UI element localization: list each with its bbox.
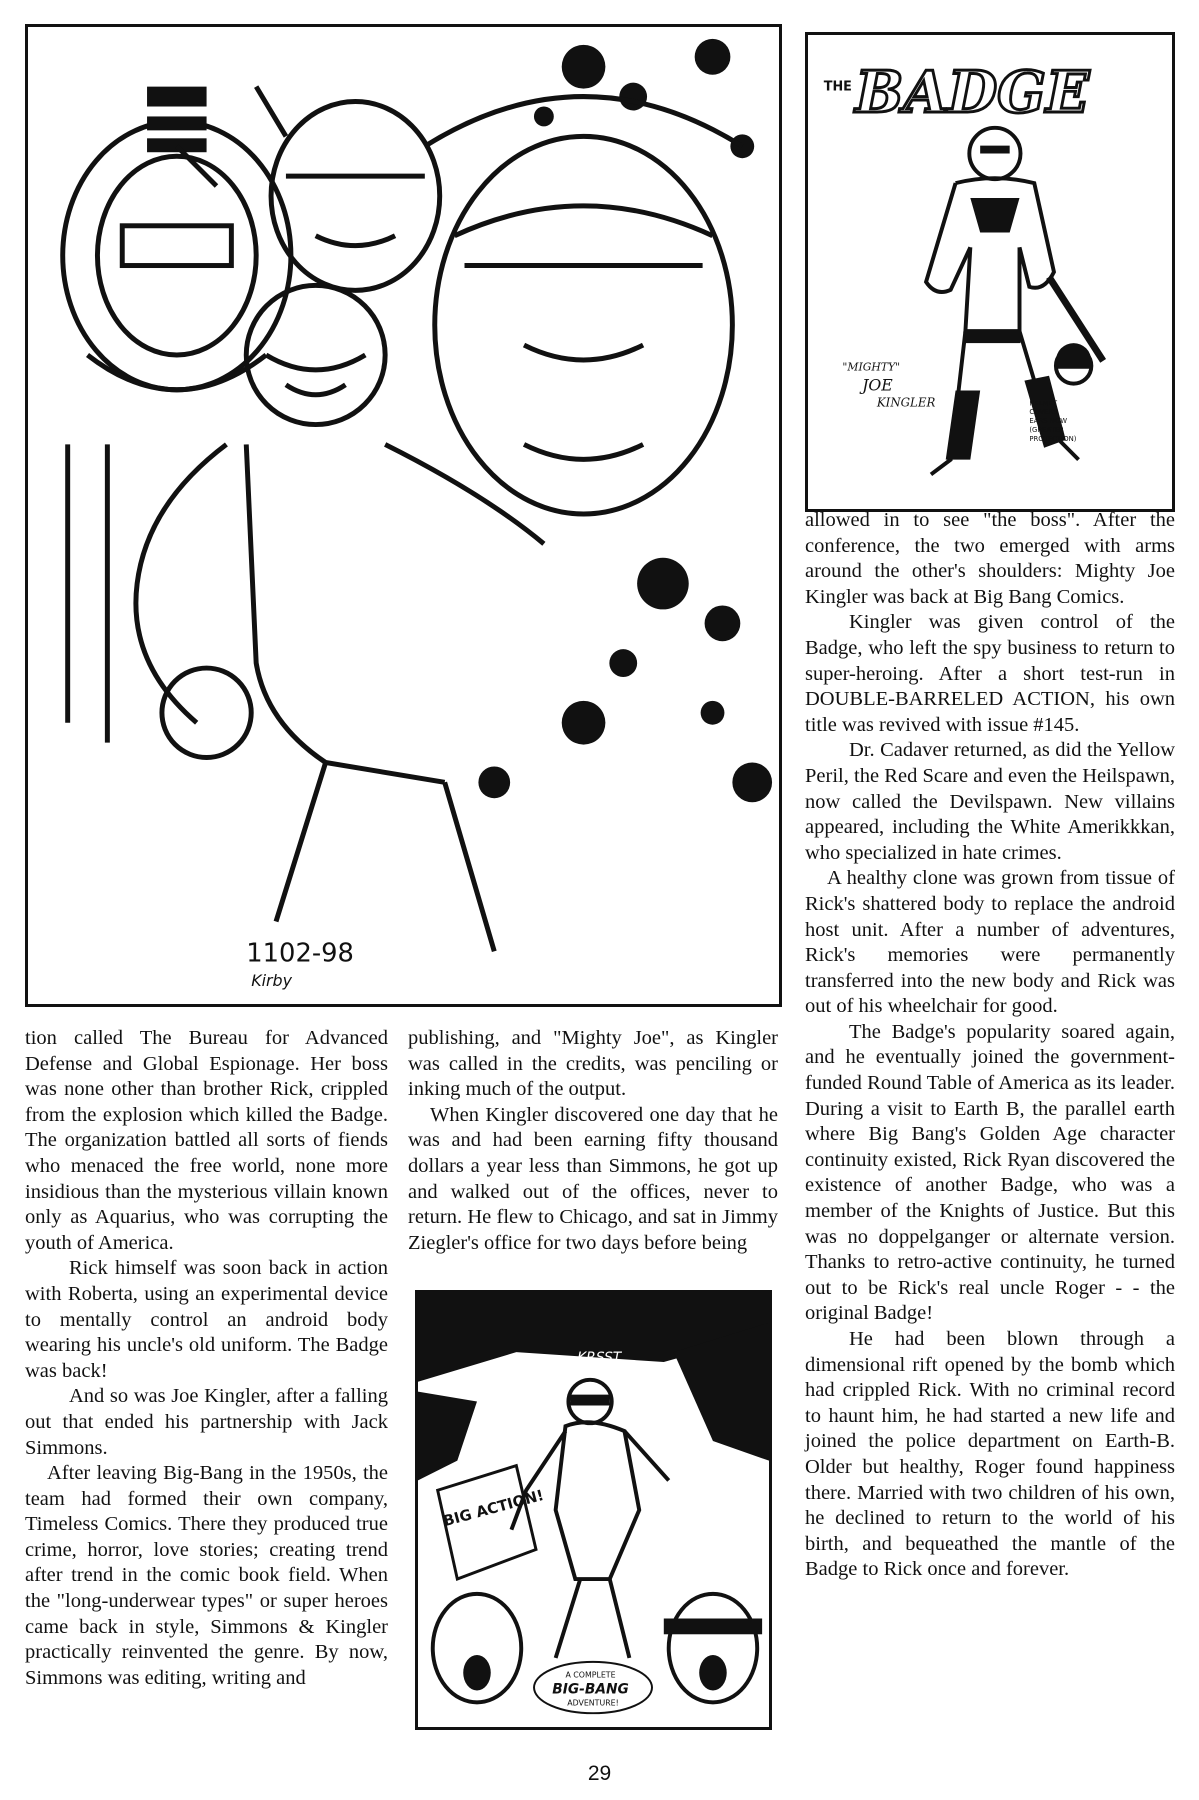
cover-sfx: KRSST <box>577 1350 622 1367</box>
col1-paragraph-1: tion called The Bureau for Advanced Defense and Global Espionage. Her boss was none other than brother Rick, crippled from the explosion which killed the Badge. The organization battled all sorts of fiends who menaced the free world, none more insidious than the mysterious villain known only as Aquarius, who was corrupting the youth of America. <box>25 1027 388 1254</box>
svg-text:HELMET COVERS EARS <box>1029 399 1076 443</box>
text-column-1 <box>25 1026 388 1691</box>
col2-paragraph-2: When Kingler discovered one day that he was and had been earning fifty thousand dollars a year less than Simmons, he got up and walked out of the offices, never to return. He flew to Chicago, and sat in Jimmy Ziegler's office for two days before being <box>408 1103 778 1254</box>
main-illustration-signature: 1102-98 <box>246 938 354 969</box>
col3-paragraph-6: He had been blown through a dimensional rift opened by the bomb which had crippled Rick. With no criminal record to haunt him, he had started a new life and joined the police department on Earth-B. Older but healthy, Roger found happiness there. Married with two children of his own, he declined to return to the world of his birth, and bequeathed the mantle of the Badge to Rick once and forever. <box>805 1328 1175 1581</box>
page-number: 29 <box>587 1762 612 1785</box>
badge-note-line-2: COVERS <box>1029 408 1058 417</box>
svg-text:"MIGHTY" JOE KINGL <box>842 361 935 410</box>
cover-caption-line-3: ADVENTURE! <box>567 1698 619 1708</box>
badge-note-line-5: PROTECTION) <box>1029 434 1077 443</box>
cover-caption-line-1: A COMPLETE <box>565 1670 616 1680</box>
col2-paragraph-1: publishing, and "Mighty Joe", as Kingler was called in the credits, was penciling or inking much of the output. <box>408 1027 778 1101</box>
cover-illustration-drawing <box>418 1293 769 1727</box>
badge-note-line-3: EARS NOW <box>1029 417 1068 426</box>
badge-character-sheet <box>805 32 1175 512</box>
badge-logo-title: BADGE <box>855 58 1090 127</box>
badge-signature-line-3: KINGLER <box>876 395 936 410</box>
col3-paragraph-2: Kingler was given control of the Badge, who left the spy business to return to super-heroing. After a short test-run in DOUBLE-BARRELED ACTION, his own title was revived with issue #145. <box>805 611 1175 736</box>
main-illustration-drawing <box>28 27 779 1004</box>
col1-paragraph-4: After leaving Big-Bang in the 1950s, the team had formed their own company, Timeless Comics. There they produced true crime, horror, love stories; creating trend after trend in the comic book field. When the "long-underwear types" or super heroes came back in style, Simmons & Kingler practically reinvented the genre. By now, Simmons was editing, writing and <box>25 1462 388 1689</box>
text-column-3 <box>805 508 1175 1583</box>
col1-paragraph-2: Rick himself was soon back in action with Roberta, using an experimental device to mentally control an android body wearing his uncle's old uniform. The Badge was back! <box>25 1257 388 1382</box>
col3-paragraph-4: A healthy clone was grown from tissue of Rick's shattered body to replace the android host unit. After a number of adventures, Rick's memories were permanently transferred into the new body and Rick was out of his wheelchair for good. <box>805 867 1175 1018</box>
col3-paragraph-1: allowed in to see "the boss". After the conference, the two emerged with arms around the other's shoulders: Mighty Joe Kingler was back at Big Bang Comics. <box>805 509 1175 608</box>
cover-sign: BIG ACTION! <box>441 1486 546 1531</box>
badge-signature-line-1: "MIGHTY" <box>842 360 901 374</box>
main-illustration <box>25 24 782 1007</box>
col3-paragraph-3: Dr. Cadaver returned, as did the Yellow Peril, the Red Scare and even the Heilspawn, now called the Devilspawn. New villains appeared, including the White Amerikkkan, who specialized in hate crimes. <box>805 739 1175 864</box>
badge-note-line-4: (GREATER <box>1029 425 1064 434</box>
badge-note-line-1: HELMET <box>1029 399 1058 408</box>
badge-logo-the: THE <box>823 79 852 95</box>
col1-paragraph-3: And so was Joe Kingler, after a falling out that ended his partnership with Jack Simmons. <box>25 1385 388 1459</box>
text-column-2 <box>408 1026 778 1256</box>
main-illustration-credit: Kirby <box>251 971 293 991</box>
badge-character-sheet-drawing <box>808 35 1172 509</box>
col3-paragraph-5: The Badge's popularity soared again, and he eventually joined the government-funded Round Table of America as its leader. During a visit to Earth B, the parallel earth where Big Bang's Golden Age character continuity existed, Rick Ryan discovered the existence of another Badge, who was a member of the Knights of Justice. But this was no doppelganger or alternate version. Thanks to retro-active continuity, he turned out to be Rick's real uncle Roger - - the original Badge! <box>805 1020 1175 1325</box>
badge-signature-line-2: JOE <box>862 375 893 395</box>
cover-caption-line-2: BIG-BANG <box>552 1681 629 1698</box>
cover-illustration <box>415 1290 772 1730</box>
